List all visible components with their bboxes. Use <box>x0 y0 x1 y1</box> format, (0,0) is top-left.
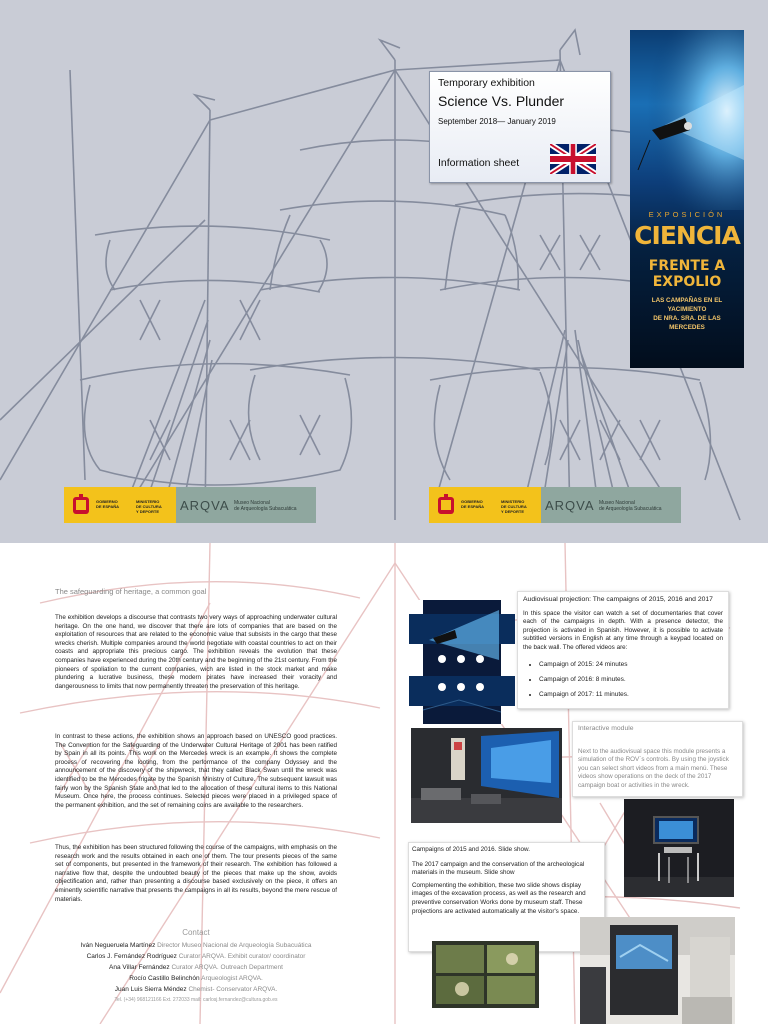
section-heading: The safeguarding of heritage, a common goal <box>55 587 207 596</box>
diver-beam-illustration <box>630 30 744 210</box>
contact-section <box>55 927 337 1006</box>
contact-line: Iván Negueruela Martínez Director Museo Nacional de Arqueología Subacuática <box>80 942 312 949</box>
contact-line: Juan Luis Sierra Méndez Chemist- Conservator ARQVA. <box>114 986 278 993</box>
arqva-wordmark: ARQVA <box>180 498 230 513</box>
museo-name: Museo Nacional de Arqueología Subacuática <box>599 500 662 512</box>
poster-subtitle-line-1: LAS CAMPAÑAS EN EL YACIMIENTO <box>651 297 723 313</box>
slideshow-body: Complementing the exhibition, these two slide shows display images of the excavation process, as well as the research and preventive conservation Works done by museum staff. These projections are activated automatically at the visitor's space. <box>412 881 586 915</box>
institution-logos-left <box>64 487 316 523</box>
gobierno-text: GOBIERNO DE ESPAÑA <box>96 499 120 509</box>
coat-of-arms-icon <box>70 493 92 517</box>
poster-subtitle-line-2: DE NRA. SRA. DE LAS MERCEDES <box>653 315 721 331</box>
arqva-logo <box>176 487 316 523</box>
information-card <box>429 71 611 183</box>
poster-title-ciencia: CIENCIA <box>634 221 740 250</box>
interactive-body: Next to the audiovisual space this module presents a simulation of the ROV´s controls. By using the joystick you can select short videos from a main menú. These videos show operations on the deck of the 2017 campaign boat or activities in the wreck. <box>578 747 729 789</box>
contact-line: Carlos J. Fernández Rodríguez Curator ARQVA. Exhibit curator/ coordinator <box>86 953 306 960</box>
contact-footer: Tel. (+34) 968121166 Ext. 272033 mail: carlosj.fernandez@cultura.gob.es <box>114 997 278 1003</box>
gobierno-text: GOBIERNO DE ESPAÑA <box>461 499 485 509</box>
interactive-module-panel <box>572 721 743 797</box>
poster-title-frente: FRENTE A EXPOLIO <box>648 258 726 290</box>
arqva-wordmark: ARQVA <box>545 498 595 513</box>
exhibition-poster <box>630 30 744 368</box>
slideshow-panel <box>408 842 605 952</box>
video-list <box>523 657 723 702</box>
information-sheet-label: Information sheet <box>438 157 520 169</box>
slideshow-photo <box>432 941 539 1008</box>
arqva-logo <box>541 487 681 523</box>
government-logo <box>429 487 541 523</box>
ministerio-text: MINISTERIO DE CULTURA Y DEPORTE <box>136 499 162 514</box>
list-item: • Campaign of 2017: 11 minutes. <box>539 687 723 702</box>
government-logo <box>64 487 176 523</box>
list-item: • Campaign of 2015: 24 minutes <box>539 657 723 672</box>
interactive-title: Interactive module <box>578 725 634 732</box>
exhibition-dates: September 2018— January 2019 <box>438 117 556 126</box>
paragraph-1: The exhibition develops a discourse that contrasts two very ways of approaching underwater cultural heritage. On the one hand, we discover that there are lots of companies that are based on the exploitation of resources that are related to the economic value that subsists in the cargo that these wrecks cherish. Multiple companies around the world negotiate with coastal countries to act on their coasts and appropriate this precious cargo. The exhibition reveals the evolution that these companies have experienced during the 20th century and the beginning of the 21st century. From the pioneers of spoliation to the current companies, wich are listed in the stock market and make plundering a lucrative business, these modern pirates have increased their voracity and dangerousness to limits that now permanently threaten the preservation of this heritage. <box>55 614 337 690</box>
slideshow-subtitle: The 2017 campaign and the conservation of the archeological materials in the museum. Slide show <box>412 860 585 877</box>
paragraph-2: In contrast to these actions, the exhibition shows an approach based on UNESCO good practices. The Convention for the Safeguarding of the Underwater Cultural Heritage of 2001 has been ratified by Spain in all its points. This work on the Mercedes wreck is an example. It shows the complete process of recovering the looting, from the performance of the company Odyssey and the announcement of the discovery of the shipwreck, that they called Black Swan until the wreck was identified to be the Mercedes frigate by the Spanish Ministry of Culture. The subsequent lawsuit was fairly won by the Spanish State and that led to the allocation of these cultural items to this National Museum. Once here, the process continues. Selected pieces were placed in a privileged space of the permanent exhibition, and the set of remaining coins are available to the researchers. <box>55 733 337 809</box>
exhibition-type-label: Temporary exhibition <box>438 77 535 89</box>
info-sheet-content <box>0 543 768 1024</box>
interactive-kiosk-photo <box>624 799 734 897</box>
museo-name: Museo Nacional de Arqueología Subacuática <box>234 500 297 512</box>
poster-kicker: EXPOSICIÓN <box>648 210 726 219</box>
audiovisual-title: Audiovisual projection: The campaigns of 2015, 2016 and 2017 <box>523 596 713 603</box>
ministerio-text: MINISTERIO DE CULTURA Y DEPORTE <box>501 499 527 514</box>
exhibition-title: Science Vs. Plunder <box>438 93 565 109</box>
contact-line: Rocío Castillo Belinchón Arqueologist ARQVA. <box>129 975 263 982</box>
projection-room-photo <box>411 728 562 823</box>
institution-logos-right <box>429 487 681 523</box>
exhibition-room-photo <box>580 917 735 1024</box>
coat-of-arms-icon <box>435 493 457 517</box>
list-item: • Campaign of 2016: 8 minutes. <box>539 672 723 687</box>
contact-heading: Contact <box>182 928 210 937</box>
audiovisual-keypad-photo <box>409 600 515 724</box>
paragraph-3: Thus, the exhibition has been structured following the course of the campaigns, with emphasis on the research work and the results obtained in each one of them. The tour presents pieces of the same set of components, but presented in the framework of their research. The exhibition has followed a narrative flow that, despite the undoubted beauty of the pieces that make up the show, avoids objectification and, rather than presenting a discourse based exclusively on the piece, it offers an eminently scientific narrative that presents the campaigns in all its results, beyond the mere rescue of materials. <box>55 844 337 903</box>
slideshow-title: Campaigns of 2015 and 2016. Slide show. <box>412 846 530 853</box>
contact-line: Ana Villar Fernández Curator ARQVA. Outreach Department <box>109 964 283 971</box>
poster-subtitle <box>636 296 738 332</box>
uk-flag-icon <box>550 144 596 174</box>
audiovisual-panel <box>517 591 729 709</box>
audiovisual-body: In this space the visitor can watch a set of documentaries that cover each of the campaigns in depth. With a presence detector, the projection is activated in Spanish. However, it is possible to activate subtitled versions in English at any time through a keypad located on the back wall. The offered videos are: <box>523 609 723 651</box>
